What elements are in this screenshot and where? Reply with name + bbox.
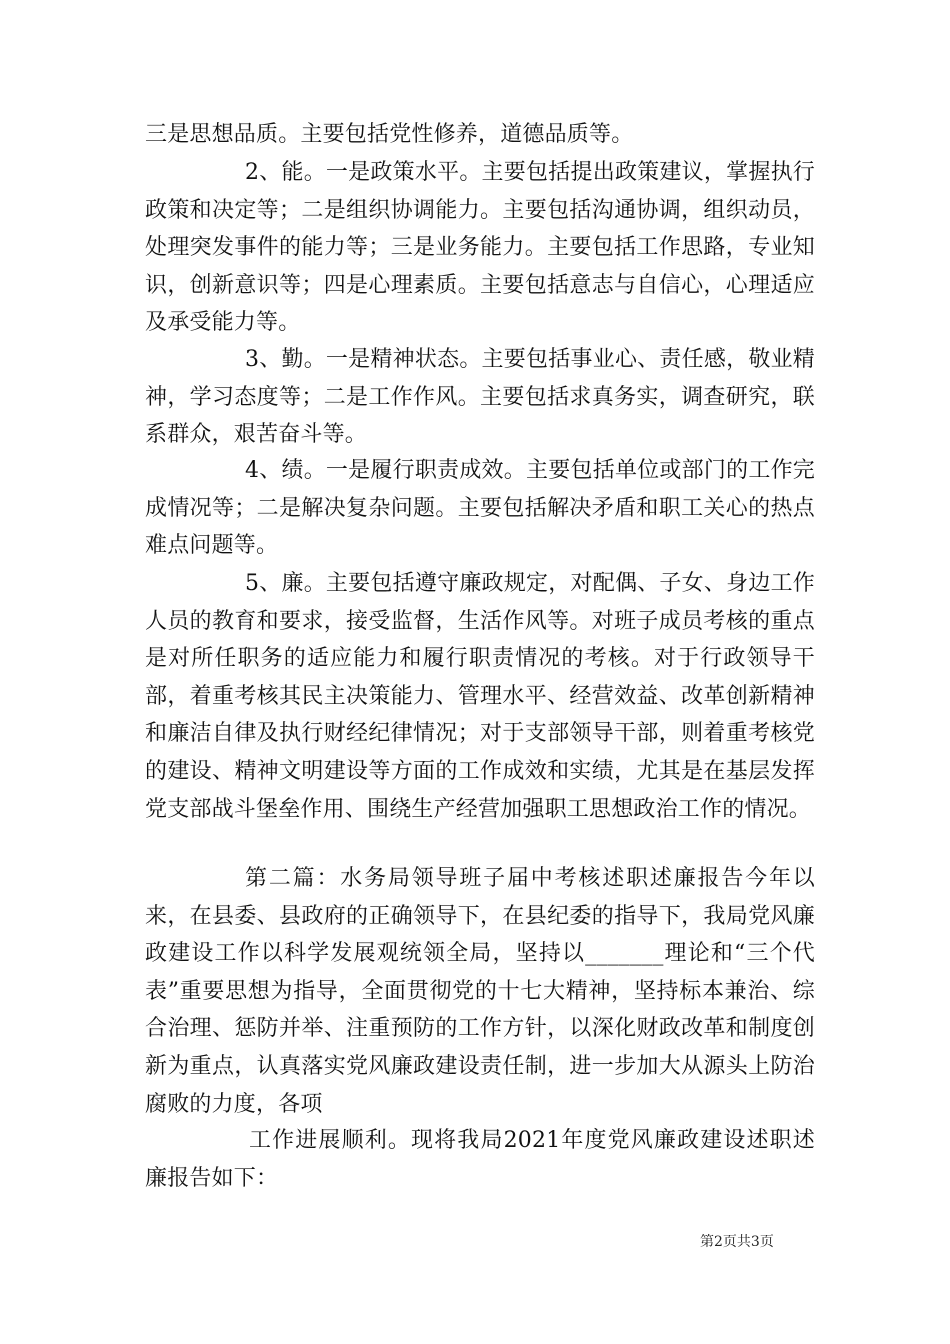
paragraph-ability: 2、能。一是政策水平。主要包括提出政策建议，掌握执行政策和决定等；二是组织协调能力。主要包括沟通协调，组织动员，处理突发事件的能力等；三是业务能力。主要包括工作思路，专业知识，创新意识等；四是心理素质。主要包括意志与自信心，心理适应及承受能力等。 (145, 160, 815, 336)
paragraph-work-progress: 工作进展顺利。现将我局2021年度党风廉政建设述职述廉报告如下： (145, 1128, 815, 1191)
paragraph-integrity: 5、廉。主要包括遵守廉政规定，对配偶、子女、身边工作人员的教育和要求，接受监督，生活作风等。对班子成员考核的重点是对所任职务的适应能力和履行职责情况的考核。对于行政领导干部，着重考核其民主决策能力、管理水平、经营效益、改革创新精神和廉洁自律及执行财经纪律情况；对于支部领导干部，则着重考核党的建设、精神文明建设等方面的工作成效和实绩，尤其是在基层发挥党支部战斗堡垒作用、围绕生产经营加强职工思想政治工作的情况。 (145, 571, 815, 822)
page-number: 第2页共3页 (700, 1234, 774, 1250)
paragraph-second-article: 第二篇：水务局领导班子届中考核述职述廉报告今年以来，在县委、县政府的正确领导下，在县纪委的指导下，我局党风廉政建设工作以科学发展观统领全局，坚持以_______理论和“三个代表”重要思想为指导，全面贯彻党的十七大精神，坚持标本兼治、综合治理、惩防并举、注重预防的工作方针，以深化财政改革和制度创新为重点，认真落实党风廉政建设责任制，进一步加大从源头上防治腐败的力度，各项 (145, 866, 815, 1117)
paragraph-achievement: 4、绩。一是履行职责成效。主要包括单位或部门的工作完成情况等；二是解决复杂问题。主要包括解决矛盾和职工关心的热点难点问题等。 (145, 458, 815, 559)
paragraph-thought-quality: 三是思想品质。主要包括党性修养，道德品质等。 (145, 122, 634, 147)
paragraph-diligence: 3、勤。一是精神状态。主要包括事业心、责任感，敬业精神，学习态度等；二是工作作风。主要包括求真务实，调查研究，联系群众，艰苦奋斗等。 (145, 347, 815, 448)
